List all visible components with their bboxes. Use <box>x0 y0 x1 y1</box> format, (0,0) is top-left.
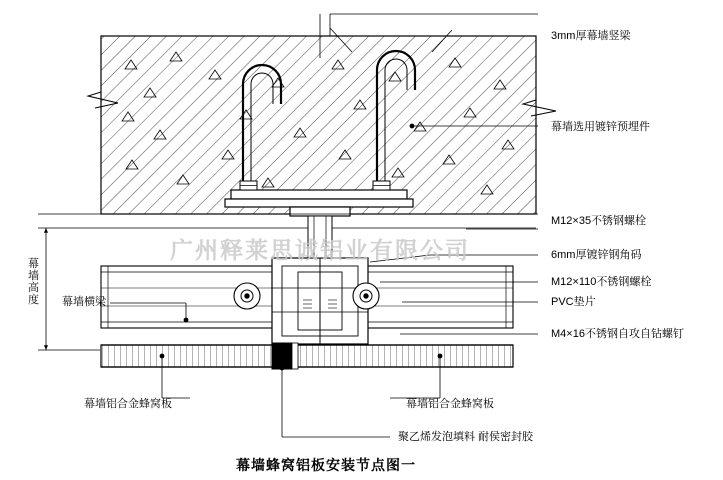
label-honeycomb-panel-right: 幕墙铝合金蜂窝板 <box>406 398 494 410</box>
label-honeycomb-panel-left: 幕墙铝合金蜂窝板 <box>84 398 172 410</box>
label-top-beam: 3mm厚幕墙竖梁 <box>551 30 631 42</box>
label-bolt-m12-35: M12×35不锈钢螺栓 <box>551 215 647 227</box>
drawing-title: 幕墙蜂窝铝板安装节点图一 <box>236 457 416 473</box>
label-pvc-pad: PVC垫片 <box>551 296 596 308</box>
label-embedded-part: 幕墙选用镀锌预埋件 <box>551 121 650 133</box>
label-cross-beam: 幕墙横梁 <box>62 296 106 308</box>
watermark-company: 广州释莱思诚铝业有限公司 <box>170 237 470 263</box>
label-self-drill-screw: M4×16不锈钢自攻自钻螺钉 <box>551 328 684 340</box>
label-sealant: 聚乙烯发泡填料 耐侯密封胶 <box>398 431 534 443</box>
label-angle-code: 6mm厚镀锌钢角码 <box>551 249 642 261</box>
label-vertical-dimension: 幕墙高度 <box>28 258 39 306</box>
label-bolt-m12-110: M12×110不锈钢螺栓 <box>551 276 652 288</box>
